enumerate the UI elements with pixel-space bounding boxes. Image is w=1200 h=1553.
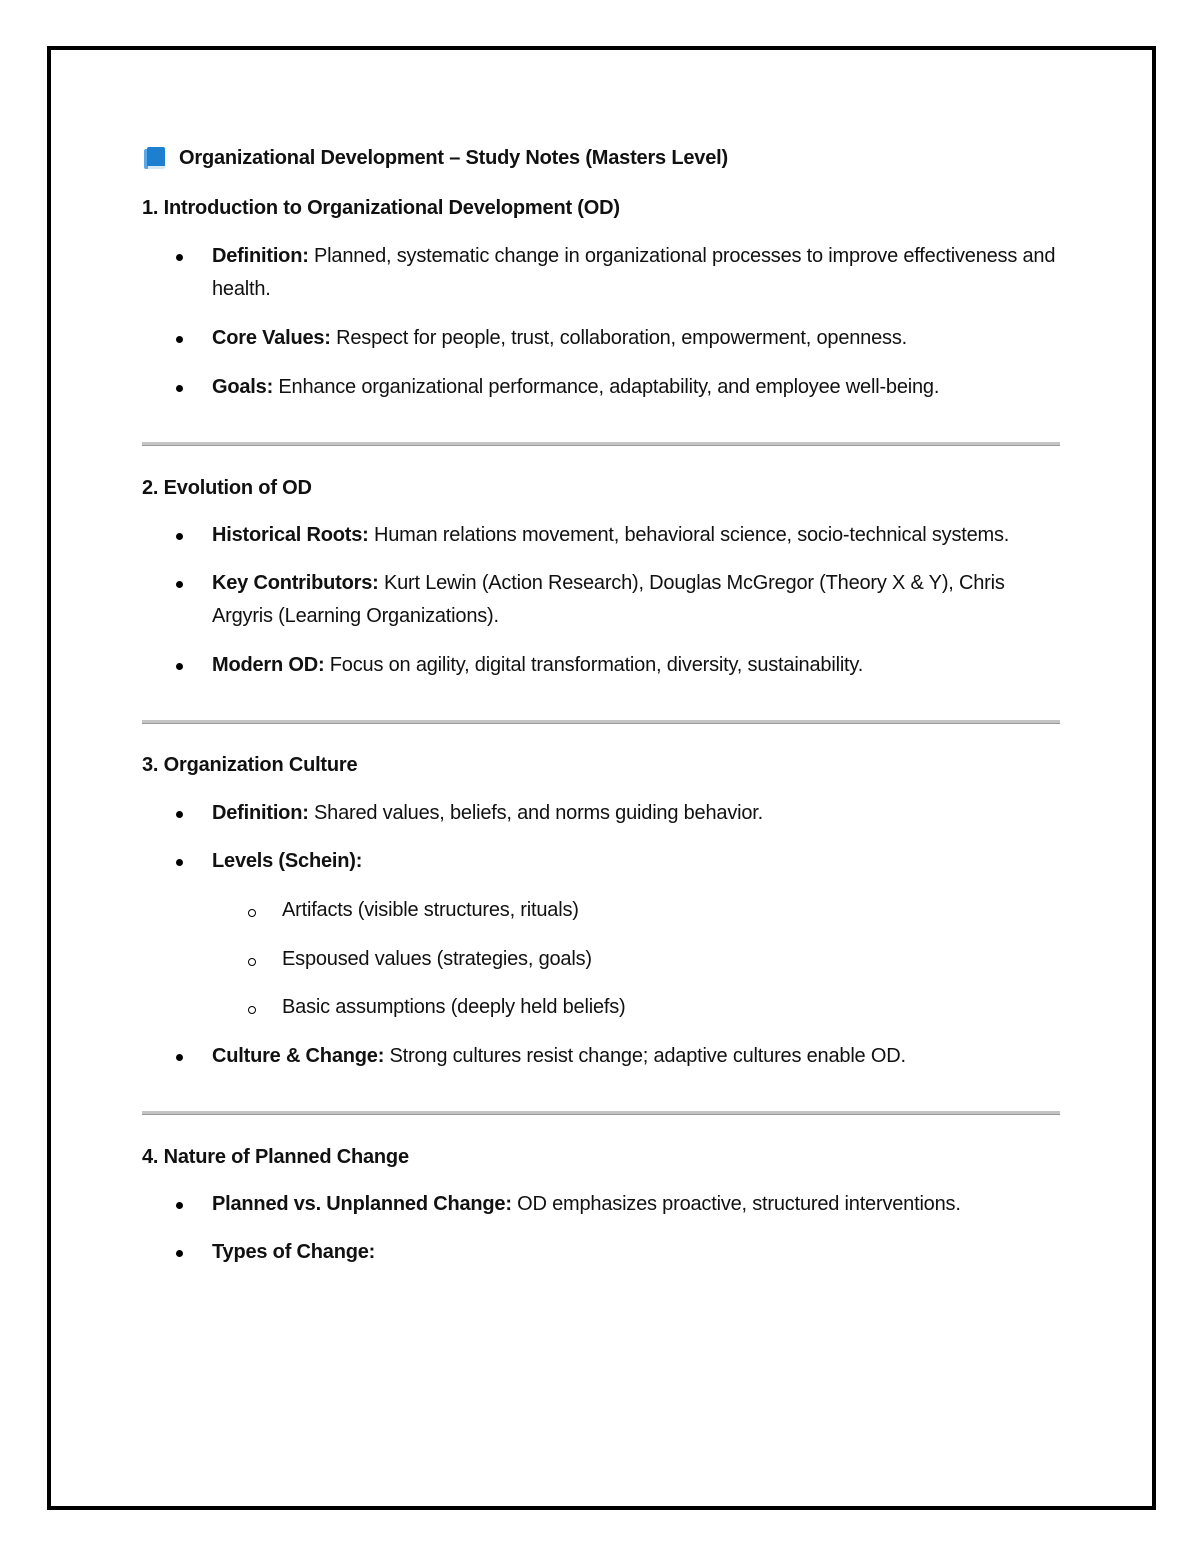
blue-book-icon <box>144 146 166 170</box>
hollow-bullet-icon <box>248 958 256 966</box>
item-text: Planned, systematic change in organizational processes to improve effectiveness and health. <box>212 245 1056 300</box>
item-text: Focus on agility, digital transformation, diversity, sustainability. <box>324 654 864 676</box>
bullet-icon <box>176 336 183 343</box>
list-item <box>142 371 1062 404</box>
item-text: Enhance organizational performance, adaptability, and employee well-being. <box>273 376 940 398</box>
item-text: Human relations movement, behavioral science, socio-technical systems. <box>368 524 1010 546</box>
item-label: Types of Change: <box>212 1241 376 1263</box>
document-title <box>142 143 1062 173</box>
sub-item-text: Artifacts (visible structures, rituals) <box>282 899 579 921</box>
list-item <box>142 649 1062 682</box>
item-text: Shared values, beliefs, and norms guiding behavior. <box>308 802 764 824</box>
section-divider <box>142 1111 1060 1115</box>
item-text: Respect for people, trust, collaboration, empowerment, openness. <box>330 327 907 349</box>
list-item <box>142 1236 1062 1269</box>
document-body <box>142 143 1062 1269</box>
bullet-icon <box>176 811 183 818</box>
list-item <box>142 322 1062 355</box>
schein-levels-list <box>142 894 1062 1024</box>
item-label: Definition: <box>212 802 309 824</box>
list-item <box>142 567 1062 633</box>
item-text: OD emphasizes proactive, structured interventions. <box>511 1193 961 1215</box>
bullet-icon <box>176 581 183 588</box>
section-divider <box>142 720 1060 724</box>
section-heading-evolution: 2. Evolution of OD <box>142 477 312 499</box>
list-item <box>142 845 1062 1024</box>
item-label: Planned vs. Unplanned Change: <box>212 1193 512 1215</box>
bullet-icon <box>176 385 183 392</box>
item-label: Core Values: <box>212 327 331 349</box>
section-1-list <box>142 240 1062 404</box>
section-divider <box>142 442 1060 446</box>
section-4-list <box>142 1188 1062 1269</box>
list-item <box>142 1188 1062 1221</box>
list-item <box>142 519 1062 552</box>
bullet-icon <box>176 533 183 540</box>
hollow-bullet-icon <box>248 1006 256 1014</box>
list-item <box>142 1040 1062 1073</box>
bullet-icon <box>176 254 183 261</box>
section-2-list <box>142 519 1062 682</box>
item-label: Culture & Change: <box>212 1045 385 1067</box>
section-heading-introduction: 1. Introduction to Organizational Development (OD) <box>142 197 620 219</box>
list-item <box>142 797 1062 830</box>
item-text: Kurt Lewin (Action Research), Douglas McGregor (Theory X & Y), Chris Argyris (Learning Organizations). <box>212 572 1005 627</box>
document-title-text: Organizational Development – Study Notes (Masters Level) <box>179 146 728 169</box>
item-label: Definition: <box>212 245 309 267</box>
item-label: Key Contributors: <box>212 572 379 594</box>
bullet-icon <box>176 859 183 866</box>
hollow-bullet-icon <box>248 909 256 917</box>
bullet-icon <box>176 1054 183 1061</box>
item-label: Modern OD: <box>212 654 325 676</box>
item-label: Levels (Schein): <box>212 850 363 872</box>
sub-item-text: Basic assumptions (deeply held beliefs) <box>282 996 626 1018</box>
sub-item-text: Espoused values (strategies, goals) <box>282 948 592 970</box>
item-label: Goals: <box>212 376 274 398</box>
sub-list-item <box>142 943 1062 976</box>
item-label: Historical Roots: <box>212 524 369 546</box>
list-item <box>142 240 1062 306</box>
bullet-icon <box>176 1202 183 1209</box>
section-heading-culture: 3. Organization Culture <box>142 754 358 776</box>
bullet-icon <box>176 1250 183 1257</box>
section-3-list <box>142 797 1062 1073</box>
item-text: Strong cultures resist change; adaptive cultures enable OD. <box>384 1045 906 1067</box>
sub-list-item <box>142 991 1062 1024</box>
bullet-icon <box>176 663 183 670</box>
section-heading-planned-change: 4. Nature of Planned Change <box>142 1146 409 1168</box>
sub-list-item <box>142 894 1062 927</box>
